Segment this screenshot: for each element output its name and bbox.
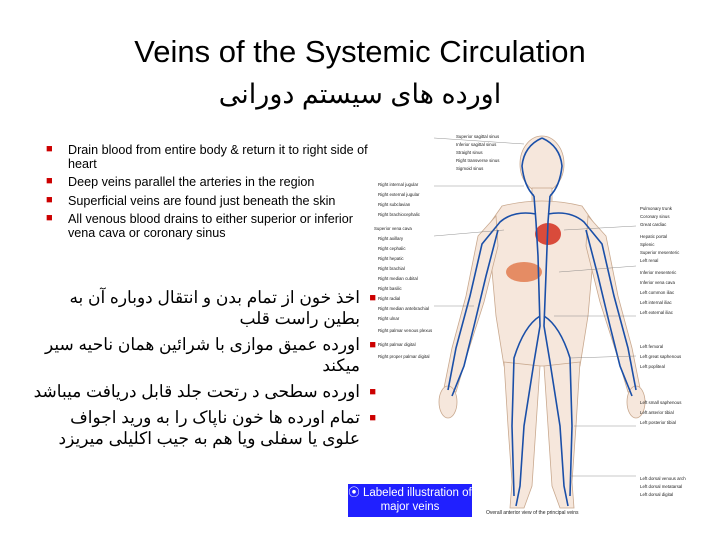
bullet-icon: ■ — [46, 143, 53, 155]
figure-label: Left external iliac — [640, 310, 673, 315]
figure-label: Left anterior tibial — [640, 410, 674, 415]
slide-title: Veins of the Systemic Circulation — [134, 34, 586, 69]
persian-bullet: ■ اورده عمیق موازی با شرائین همان ناحیه سیر میکند — [44, 335, 376, 375]
figure-label: Left posterior tibial — [640, 420, 676, 425]
figure-label: Hepatic portal — [640, 234, 668, 239]
figure-label: Left dorsal venous arch — [640, 476, 686, 481]
figure-label: Right subclavian — [378, 202, 411, 207]
bullet-icon: ■ — [46, 175, 53, 188]
figure-label: Right median antebrachial — [378, 306, 430, 311]
figure-label: Pulmonary trunk — [640, 206, 672, 211]
figure-label: Right ulnar — [378, 316, 400, 321]
figure-label: Left dorsal digital — [640, 492, 674, 497]
figure-label: Right palmar digital — [378, 342, 416, 347]
persian-bullet-list — [30, 287, 376, 454]
figure-label: Left great saphenous — [640, 354, 682, 359]
english-bullet: ■ Drain blood from entire body & return it to right side of heart — [46, 143, 368, 171]
figure-label: Great cardiac — [640, 222, 667, 227]
figure-label: Inferior mesenteric — [640, 270, 677, 275]
bullet-icon: ■ — [46, 193, 53, 206]
figure-label: Right transverse sinus — [456, 158, 500, 163]
figure-note: Overall anterior view of the principal veins — [486, 510, 579, 516]
figure-label: Left renal — [640, 258, 659, 263]
persian-bullet: ■ اخذ خون از تمام بدن و انتقال دوباره آن به بطین راست قلب — [69, 288, 376, 328]
right-figure-labels — [640, 206, 686, 497]
persian-bullet: ■ تمام اورده ها خون ناپاک را به ورید اجواف علوی یا سفلی ویا هم به جیب اکلیلی میریزد — [58, 408, 376, 448]
figure-label: Left femoral — [640, 344, 664, 349]
figure-label: Right median cubital — [378, 276, 418, 281]
slide-subtitle: اورده های سیستم دورانی — [218, 79, 502, 109]
english-bullet: ■ Superficial veins are found just beneath the skin — [46, 193, 336, 208]
figure-label: Left dorsal metatarsal — [640, 484, 683, 489]
figure-label: Superior mesenteric — [640, 250, 680, 255]
figure-label: Right palmar venous plexus — [378, 328, 433, 333]
figure-label: Left common iliac — [640, 290, 675, 295]
figure-label: Superior sagittal sinus — [456, 134, 500, 139]
figure-label: Right basilic — [378, 286, 402, 291]
figure-label: Right brachiocephalic — [378, 212, 420, 217]
vein-diagram-svg — [374, 126, 720, 520]
figure-label: Left internal iliac — [640, 300, 672, 305]
figure-label: Splenic — [640, 242, 655, 247]
bullet-icon: ■ — [46, 212, 53, 225]
persian-bullet: ■ اورده سطحی د رتحت جلد قابل دریافت میباشد — [33, 382, 376, 401]
bullet-icon: ■ — [369, 412, 376, 424]
body-silhouette — [439, 136, 645, 508]
figure-label: Right proper palmar digital — [378, 354, 430, 359]
figure-label: Left popliteal — [640, 364, 665, 369]
english-bullet-list — [44, 144, 374, 246]
figure-label: Sigmoid sinus — [456, 166, 484, 171]
figure-label: Right brachial — [378, 266, 405, 271]
liver-shape — [506, 262, 542, 282]
figure-label: Right cephalic — [378, 246, 406, 251]
english-bullet: ■ All venous blood drains to either superior or inferior vena cava or coronary sinus — [46, 212, 353, 240]
figure-label: Right hepatic — [378, 256, 404, 261]
figure-label: Straight sinus — [456, 150, 483, 155]
figure-label: Inferior sagittal sinus — [456, 142, 497, 147]
veins-illustration — [374, 126, 720, 520]
figure-label: Right external jugular — [378, 192, 420, 197]
bullet-icon: ■ — [369, 386, 376, 398]
figure-label: Right axillary — [378, 236, 404, 241]
figure-label: Left small saphenous — [640, 400, 682, 405]
figure-label: Right internal jugular — [378, 182, 419, 187]
bullet-icon: ■ — [369, 292, 376, 304]
figure-label: Coronary sinus — [640, 214, 670, 219]
bullet-icon: ■ — [369, 339, 376, 351]
figure-label: Inferior vena cava — [640, 280, 675, 285]
english-bullet: ■ Deep veins parallel the arteries in the region — [46, 175, 315, 190]
figure-label: Superior vena cava — [374, 226, 412, 231]
caption-box: ⦿ Labeled illustration of major veins — [348, 484, 472, 517]
figure-label: Right radial — [378, 296, 401, 301]
